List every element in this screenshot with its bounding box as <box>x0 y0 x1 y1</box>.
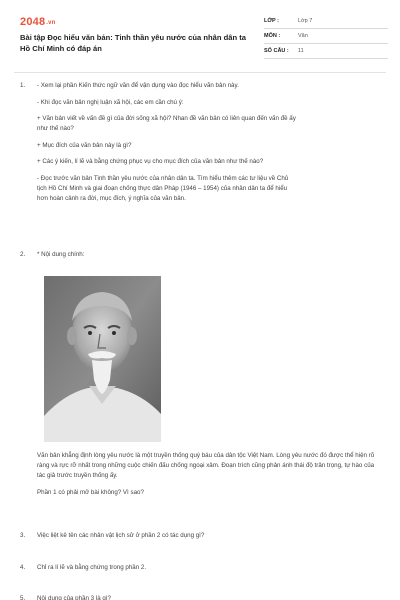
question-body <box>37 594 377 600</box>
meta-label: LỚP : <box>264 18 279 24</box>
portrait-image <box>44 276 161 442</box>
question-text: Nội dung của phần 3 là gì? <box>37 595 111 600</box>
paragraph: + Văn bản viết về vấn đề gì của đời sống xã hội? Nhan đề văn bản có liên quan đến vấn đề ấy như thế nào? <box>37 115 296 132</box>
logo-tld: .vn <box>46 20 56 26</box>
portrait-photo <box>44 276 161 442</box>
meta-label: SỐ CÂU : <box>264 48 289 54</box>
question-number: 1. <box>20 82 26 89</box>
meta-row-subject <box>264 29 388 44</box>
paragraph: - Khi đọc văn bản nghị luận xã hội, các em cần chú ý: <box>37 98 184 106</box>
paragraph: Văn bản khẳng định lòng yêu nước là một truyền thống quý báu của dân tộc Việt Nam. Lòng yêu nước đó được thể hiện rõ ràng và rực rỡ nhất trong những cuộc chiến đấu chống ngoại xâm. Đoạn trích cũng phản ánh thái độ trân trọng, tự hào của tác giả trước truyền thống ấy. <box>37 452 375 479</box>
paragraph: + Các ý kiến, lí lẽ và bằng chứng phục vụ cho mục đích của văn bản như thế nào? <box>37 158 264 165</box>
paragraph: - Đọc trước văn bản Tinh thần yêu nước của nhân dân ta. Tìm hiểu thêm các tư liệu về Chủ tịch Hồ Chí Minh và giai đoạn chống thực dân Pháp (1946 – 1954) của nhân dân ta để hiểu hơn hoàn cảnh ra đời, mục đích, ý nghĩa của văn bản. <box>37 174 289 202</box>
meta-table <box>264 14 388 59</box>
header-divider <box>14 72 386 73</box>
question-body <box>37 81 299 210</box>
question-body <box>37 250 377 267</box>
question-number: 2. <box>20 251 26 258</box>
site-logo[interactable] <box>20 16 56 28</box>
question-number: 5. <box>20 595 26 600</box>
question-text: Chỉ ra lí lẽ và bằng chứng trong phần 2. <box>37 564 147 571</box>
logo-text: 2048 <box>20 16 46 28</box>
meta-label: MÔN : <box>264 33 281 39</box>
meta-value: 11 <box>298 48 304 54</box>
paragraph: Phần 1 có phải mở bài không? Vì sao? <box>37 488 144 496</box>
question-number: 3. <box>20 532 26 539</box>
paragraph: - Xem lại phần Kiến thức ngữ văn để vận dụng vào đọc hiểu văn bản này. <box>37 82 239 89</box>
meta-value: Văn <box>298 33 308 39</box>
question-body <box>37 563 377 574</box>
question-body <box>37 531 377 542</box>
document-header <box>14 12 388 68</box>
meta-row-grade <box>264 14 388 29</box>
meta-row-question-count <box>264 44 388 59</box>
question-text: Việc liệt kê tên các nhân vật lịch sử ở phần 2 có tác dụng gì? <box>37 532 205 539</box>
question-intro: * Nội dung chính: <box>37 251 85 258</box>
question-number: 4. <box>20 564 26 571</box>
meta-value: Lớp 7 <box>298 18 313 24</box>
document-title: Bài tập Đọc hiểu văn bản: Tinh thần yêu nước của nhân dân ta Hồ Chí Minh có đáp án <box>20 33 246 53</box>
question-body <box>37 451 377 504</box>
paragraph: + Mục đích của văn bản này là gì? <box>37 141 132 149</box>
